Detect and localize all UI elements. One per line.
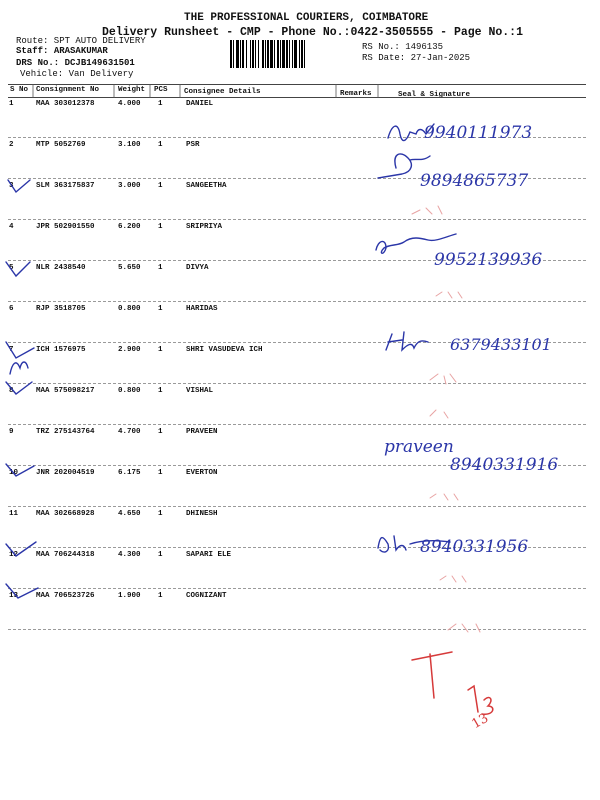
- runsheet-title: Delivery Runsheet - CMP - Phone No.:0422-3505555 - Page No.:1: [102, 26, 523, 39]
- vehicle-label: Vehicle: Van Delivery: [20, 69, 134, 79]
- row-consignee: DANIEL: [186, 100, 214, 108]
- tick-row-13: [6, 584, 38, 598]
- row-pcs: 1: [158, 510, 163, 518]
- row-pcs: 1: [158, 182, 163, 190]
- tick-row-7: [6, 342, 34, 374]
- row-sno: 13: [9, 592, 19, 600]
- row-sno: 10: [9, 469, 19, 477]
- handwritten-phone-11: 8940331956: [420, 537, 529, 557]
- drs-label: DRS No.:: [16, 58, 60, 68]
- row-pcs: 1: [158, 592, 163, 600]
- row-weight: 4.000: [118, 100, 141, 108]
- row-consignment-no: NLR 2438540: [36, 264, 86, 272]
- row-sno: 12: [9, 551, 19, 559]
- row-consignment-no: MAA 706244318: [36, 551, 95, 559]
- row-consignee: PRAVEEN: [186, 428, 218, 436]
- total-count: 13: [469, 710, 492, 733]
- row-weight: 5.650: [118, 264, 141, 272]
- row-consignment-no: RJP 3518705: [36, 305, 86, 313]
- rs-number: RS No.: 1496135: [362, 42, 444, 52]
- col-consignee: Consignee Details: [184, 88, 261, 96]
- row-sno: 11: [9, 510, 19, 518]
- row-sno: 7: [9, 346, 14, 354]
- row-consignee: EVERTON: [186, 469, 218, 477]
- route-label: Route: SPT AUTO DELIVERY: [16, 36, 146, 46]
- handwritten-phone-9: 8940331916: [450, 455, 559, 475]
- row-sno: 4: [9, 223, 14, 231]
- row-pcs: 1: [158, 141, 163, 149]
- tick-row-10: [6, 464, 34, 476]
- handwritten-phone-4: 9952139936: [434, 250, 543, 270]
- col-consignment: Consignment No: [36, 86, 100, 94]
- row-weight: 1.900: [118, 592, 141, 600]
- handwritten-name-9: praveen: [384, 437, 454, 457]
- row-consignee: SANGEETHA: [186, 182, 227, 190]
- tick-row-12: [6, 542, 36, 556]
- handwritten-phone-7: 6379433101: [450, 335, 552, 354]
- handwritten-phone-2: 9894865737: [420, 171, 529, 191]
- row-pcs: 1: [158, 346, 163, 354]
- drs-number: DCJB149631501: [64, 58, 135, 68]
- row-pcs: 1: [158, 551, 163, 559]
- row-pcs: 1: [158, 469, 163, 477]
- col-remarks: Remarks: [340, 90, 372, 98]
- row-pcs: 1: [158, 305, 163, 313]
- row-consignment-no: SLM 363175837: [36, 182, 95, 190]
- row-sno: 1: [9, 100, 14, 108]
- row-sno: 6: [9, 305, 14, 313]
- row-consignment-no: ICH 1576975: [36, 346, 86, 354]
- row-weight: 6.200: [118, 223, 141, 231]
- row-sno: 8: [9, 387, 14, 395]
- row-weight: 2.900: [118, 346, 141, 354]
- row-sno: 9: [9, 428, 14, 436]
- col-seal: Seal & Signature: [398, 91, 471, 99]
- row-consignee: SHRI VASUDEVA ICH: [186, 346, 263, 354]
- row-consignee: SRIPRIYA: [186, 223, 223, 231]
- tick-row-5: [6, 262, 30, 276]
- tick-row-8: [6, 382, 32, 394]
- row-weight: 3.100: [118, 141, 141, 149]
- row-consignee: COGNIZANT: [186, 592, 227, 600]
- row-weight: 4.650: [118, 510, 141, 518]
- row-consignee: SAPARI ELE: [186, 551, 232, 559]
- row-pcs: 1: [158, 428, 163, 436]
- rs-date: RS Date: 27-Jan-2025: [362, 53, 471, 63]
- row-sno: 5: [9, 264, 14, 272]
- row-consignee: PSR: [186, 141, 200, 149]
- col-weight: Weight: [118, 86, 146, 94]
- staff-name: ARASAKUMAR: [53, 46, 108, 56]
- row-sno: 2: [9, 141, 14, 149]
- row-weight: 6.175: [118, 469, 141, 477]
- signature-row-7: [386, 332, 428, 350]
- row-weight: 0.800: [118, 305, 141, 313]
- row-pcs: 1: [158, 100, 163, 108]
- row-pcs: 1: [158, 387, 163, 395]
- row-pcs: 1: [158, 264, 163, 272]
- row-consignee: VISHAL: [186, 387, 214, 395]
- company-name: THE PROFESSIONAL COURIERS, COIMBATORE: [184, 12, 429, 24]
- row-weight: 4.300: [118, 551, 141, 559]
- row-weight: 0.800: [118, 387, 141, 395]
- row-consignee: HARIDAS: [186, 305, 218, 313]
- row-consignment-no: MAA 575098217: [36, 387, 95, 395]
- row-weight: 4.700: [118, 428, 141, 436]
- row-weight: 3.000: [118, 182, 141, 190]
- row-consignment-no: MAA 303012378: [36, 100, 95, 108]
- row-consignment-no: JNR 202004519: [36, 469, 95, 477]
- col-pcs: PCS: [154, 86, 168, 94]
- staff-label: Staff:: [16, 46, 49, 56]
- handwritten-phone-1: 9940111973: [424, 123, 533, 143]
- row-consignment-no: MAA 706523726: [36, 592, 95, 600]
- row-consignment-no: MAA 302668928: [36, 510, 95, 518]
- row-consignee: DIVYA: [186, 264, 209, 272]
- tick-row-3: [8, 180, 30, 192]
- row-consignee: DHINESH: [186, 510, 218, 518]
- row-consignment-no: JPR 502901550: [36, 223, 95, 231]
- row-pcs: 1: [158, 223, 163, 231]
- red-total-mark: [412, 652, 493, 714]
- row-sno: 3: [9, 182, 14, 190]
- col-sno: S No: [10, 86, 29, 94]
- row-consignment-no: MTP 5052769: [36, 141, 86, 149]
- row-consignment-no: TRZ 275143764: [36, 428, 95, 436]
